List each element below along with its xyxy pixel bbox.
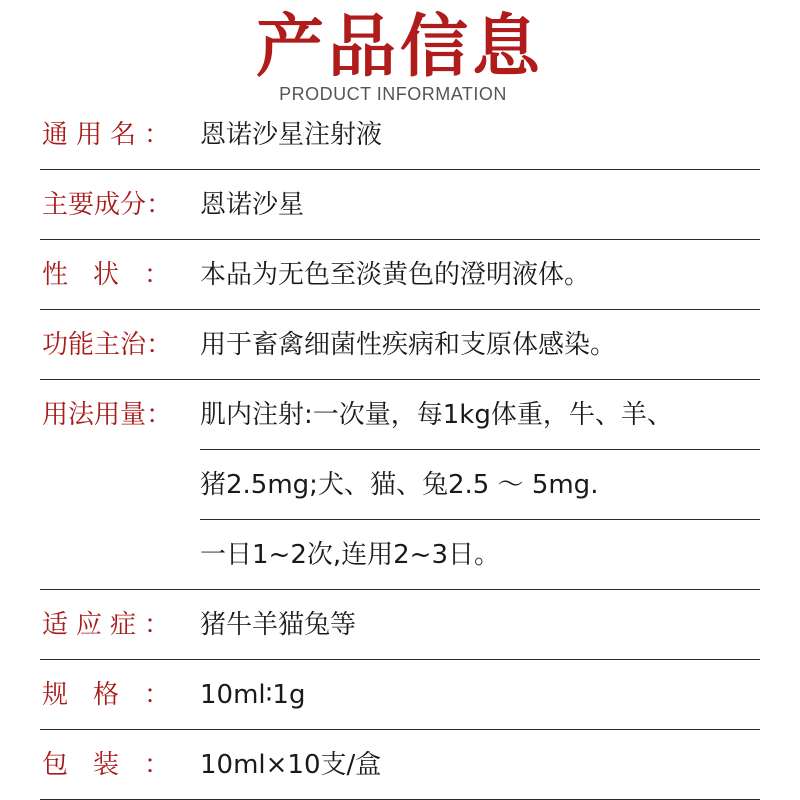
page-title: 产品信息 [255, 8, 544, 87]
info-row-specification [0, 660, 800, 730]
row-value: 恩诺沙星 [200, 190, 305, 220]
row-label: 用 法 用 量 ： [42, 400, 173, 430]
row-value: 猪牛羊猫兔等 [200, 610, 357, 640]
row-label: 包 装 ： [42, 750, 170, 780]
info-row-ingredient [0, 170, 800, 240]
row-value: 猪2.5mg;犬、猫、兔2.5 ～ 5mg. [200, 470, 599, 500]
row-value: 本品为无色至淡黄色的澄明液体。 [200, 260, 591, 290]
row-value: 10ml×10支/盒 [200, 750, 382, 780]
info-row-dosage-cont-2 [0, 520, 800, 590]
row-value: 用于畜禽细菌性疾病和支原体感染。 [200, 330, 617, 360]
row-label: 性 状 ： [42, 260, 170, 290]
info-row-target-animals [0, 590, 800, 660]
row-value: 一日1~2次,连用2~3日。 [200, 540, 501, 570]
info-row-packaging [0, 730, 800, 800]
row-label: 通 用 名 ： [42, 120, 170, 150]
row-value: 恩诺沙星注射液 [200, 120, 383, 150]
row-label: 规 格 ： [42, 680, 170, 710]
row-value: 10ml∶1g [200, 680, 306, 710]
row-label: 适 应 症 ： [42, 610, 170, 640]
row-label: 主 要 成 分 ： [42, 190, 173, 220]
row-label: 功 能 主 治 ： [42, 330, 173, 360]
info-row-generic-name [0, 100, 800, 170]
info-row-indication [0, 310, 800, 380]
row-value: 肌内注射:一次量，每1kg体重，牛、羊、 [200, 400, 673, 430]
info-table [0, 100, 800, 800]
info-row-dosage-cont [0, 450, 800, 520]
info-row-dosage [0, 380, 800, 450]
page-subtitle: PRODUCT INFORMATION [279, 84, 507, 104]
info-row-appearance [0, 240, 800, 310]
